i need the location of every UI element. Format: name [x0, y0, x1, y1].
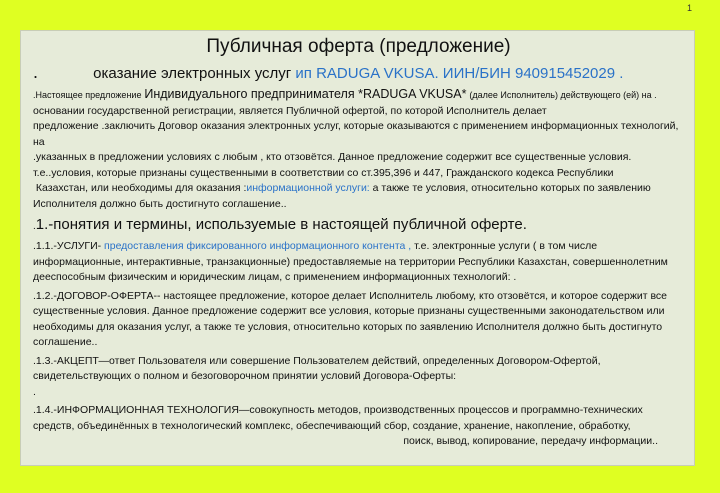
definition-1-1-lead: .1.1.-УСЛУГИ-	[33, 240, 102, 252]
definition-1-4-end: поиск, вывод, копирование, передачу информации..	[403, 435, 658, 447]
intro-line-7: Исполнителя должно быть достигнуто соглашение..	[33, 197, 287, 210]
intro-entrepreneur: Индивидуального предпринимателя *RADUGA VKUSA*	[144, 87, 467, 101]
intro-line-5: т.е..условия, которые признаны существенными в соответствии со ст.395,396 и 447, Гражданского кодекса Республики	[33, 166, 614, 179]
intro-line-2: основании государственной регистрации, является Публичной офертой, по которой Исполнитель делает	[33, 104, 547, 117]
definition-1-1-highlight: предоставления фиксированного информационного контента ,	[101, 240, 412, 252]
definition-1-1-rest: т.е. электронные услуги ( в том числе информационные, интерактивные, транзакционные) предоставляемые на территории Республики Казахстан, совершеннолетним дееспособным физическим и юридическим лицам, с применением информационных технологий: .	[33, 240, 668, 283]
intro-line-3: предложение .заключить Договор оказания электронных услуг, которые оказываются с применением информационных технологий, на	[33, 120, 679, 148]
intro-line-6c: а также те условия, относительно которых по заявлению	[369, 182, 651, 194]
subtitle-company: ип RADUGA VKUSA. ИИН/БИН 940915452029 .	[295, 65, 624, 82]
document-sheet	[20, 30, 695, 466]
definition-1-2: .1.2.-ДОГОВОР-ОФЕРТА-- настоящее предложение, которое делает Исполнитель любому, кто отзовётся, и которое содержит все существенные условия. Данное предложение содержит все условия, которые признаны существенными законодательством или необходимы для оказания услуг, а также те условия, относительно которых по заявлению Исполнителя должно быть достигнуто соглашение..	[33, 289, 668, 348]
document-title: Публичная оферта (предложение)	[206, 36, 511, 57]
intro-line-4: .указанных в предложении условиях с любым , кто отзовётся. Данное предложение содержит все существенные условия.	[33, 151, 632, 163]
intro-line-6a: Казахстан, или необходимы для оказания :	[35, 182, 247, 194]
definition-1-3: .1.3.-АКЦЕПТ—ответ Пользователя или совершение Пользователем действий, определенных Договором-Офертой, свидетельствующих о полном и безоговорочном принятии условий Договора-Оферты:	[33, 354, 601, 382]
subtitle-text: оказание электронных услуг	[93, 65, 292, 82]
lone-dot: .	[33, 385, 36, 398]
intro-tail: (далее Исполнитель) действующего (ей) на .	[469, 90, 657, 100]
intro-lead: .Настоящее предложение	[33, 90, 142, 100]
definition-1-4: .1.4.-ИНФОРМАЦИОННАЯ ТЕХНОЛОГИЯ—совокупность методов, производственных процессов и программно-технических средств, объединённых в технологический комплекс, обеспечивающий сбор, создание, хранение, накопление, обработку,	[33, 404, 643, 432]
section-heading	[33, 215, 684, 237]
page-number: 1	[686, 3, 692, 13]
section-heading-text: 1.-понятия и термины, используемые в настоящей публичной оферте.	[35, 216, 527, 233]
intro-line-1	[33, 87, 684, 104]
section-dot: .	[33, 221, 36, 232]
subtitle-dot: .	[33, 62, 39, 82]
intro-service-link: информационной услуги:	[246, 182, 370, 194]
document-subtitle	[33, 61, 684, 85]
definition-1-1	[33, 239, 684, 286]
intro-line-6	[33, 181, 684, 197]
